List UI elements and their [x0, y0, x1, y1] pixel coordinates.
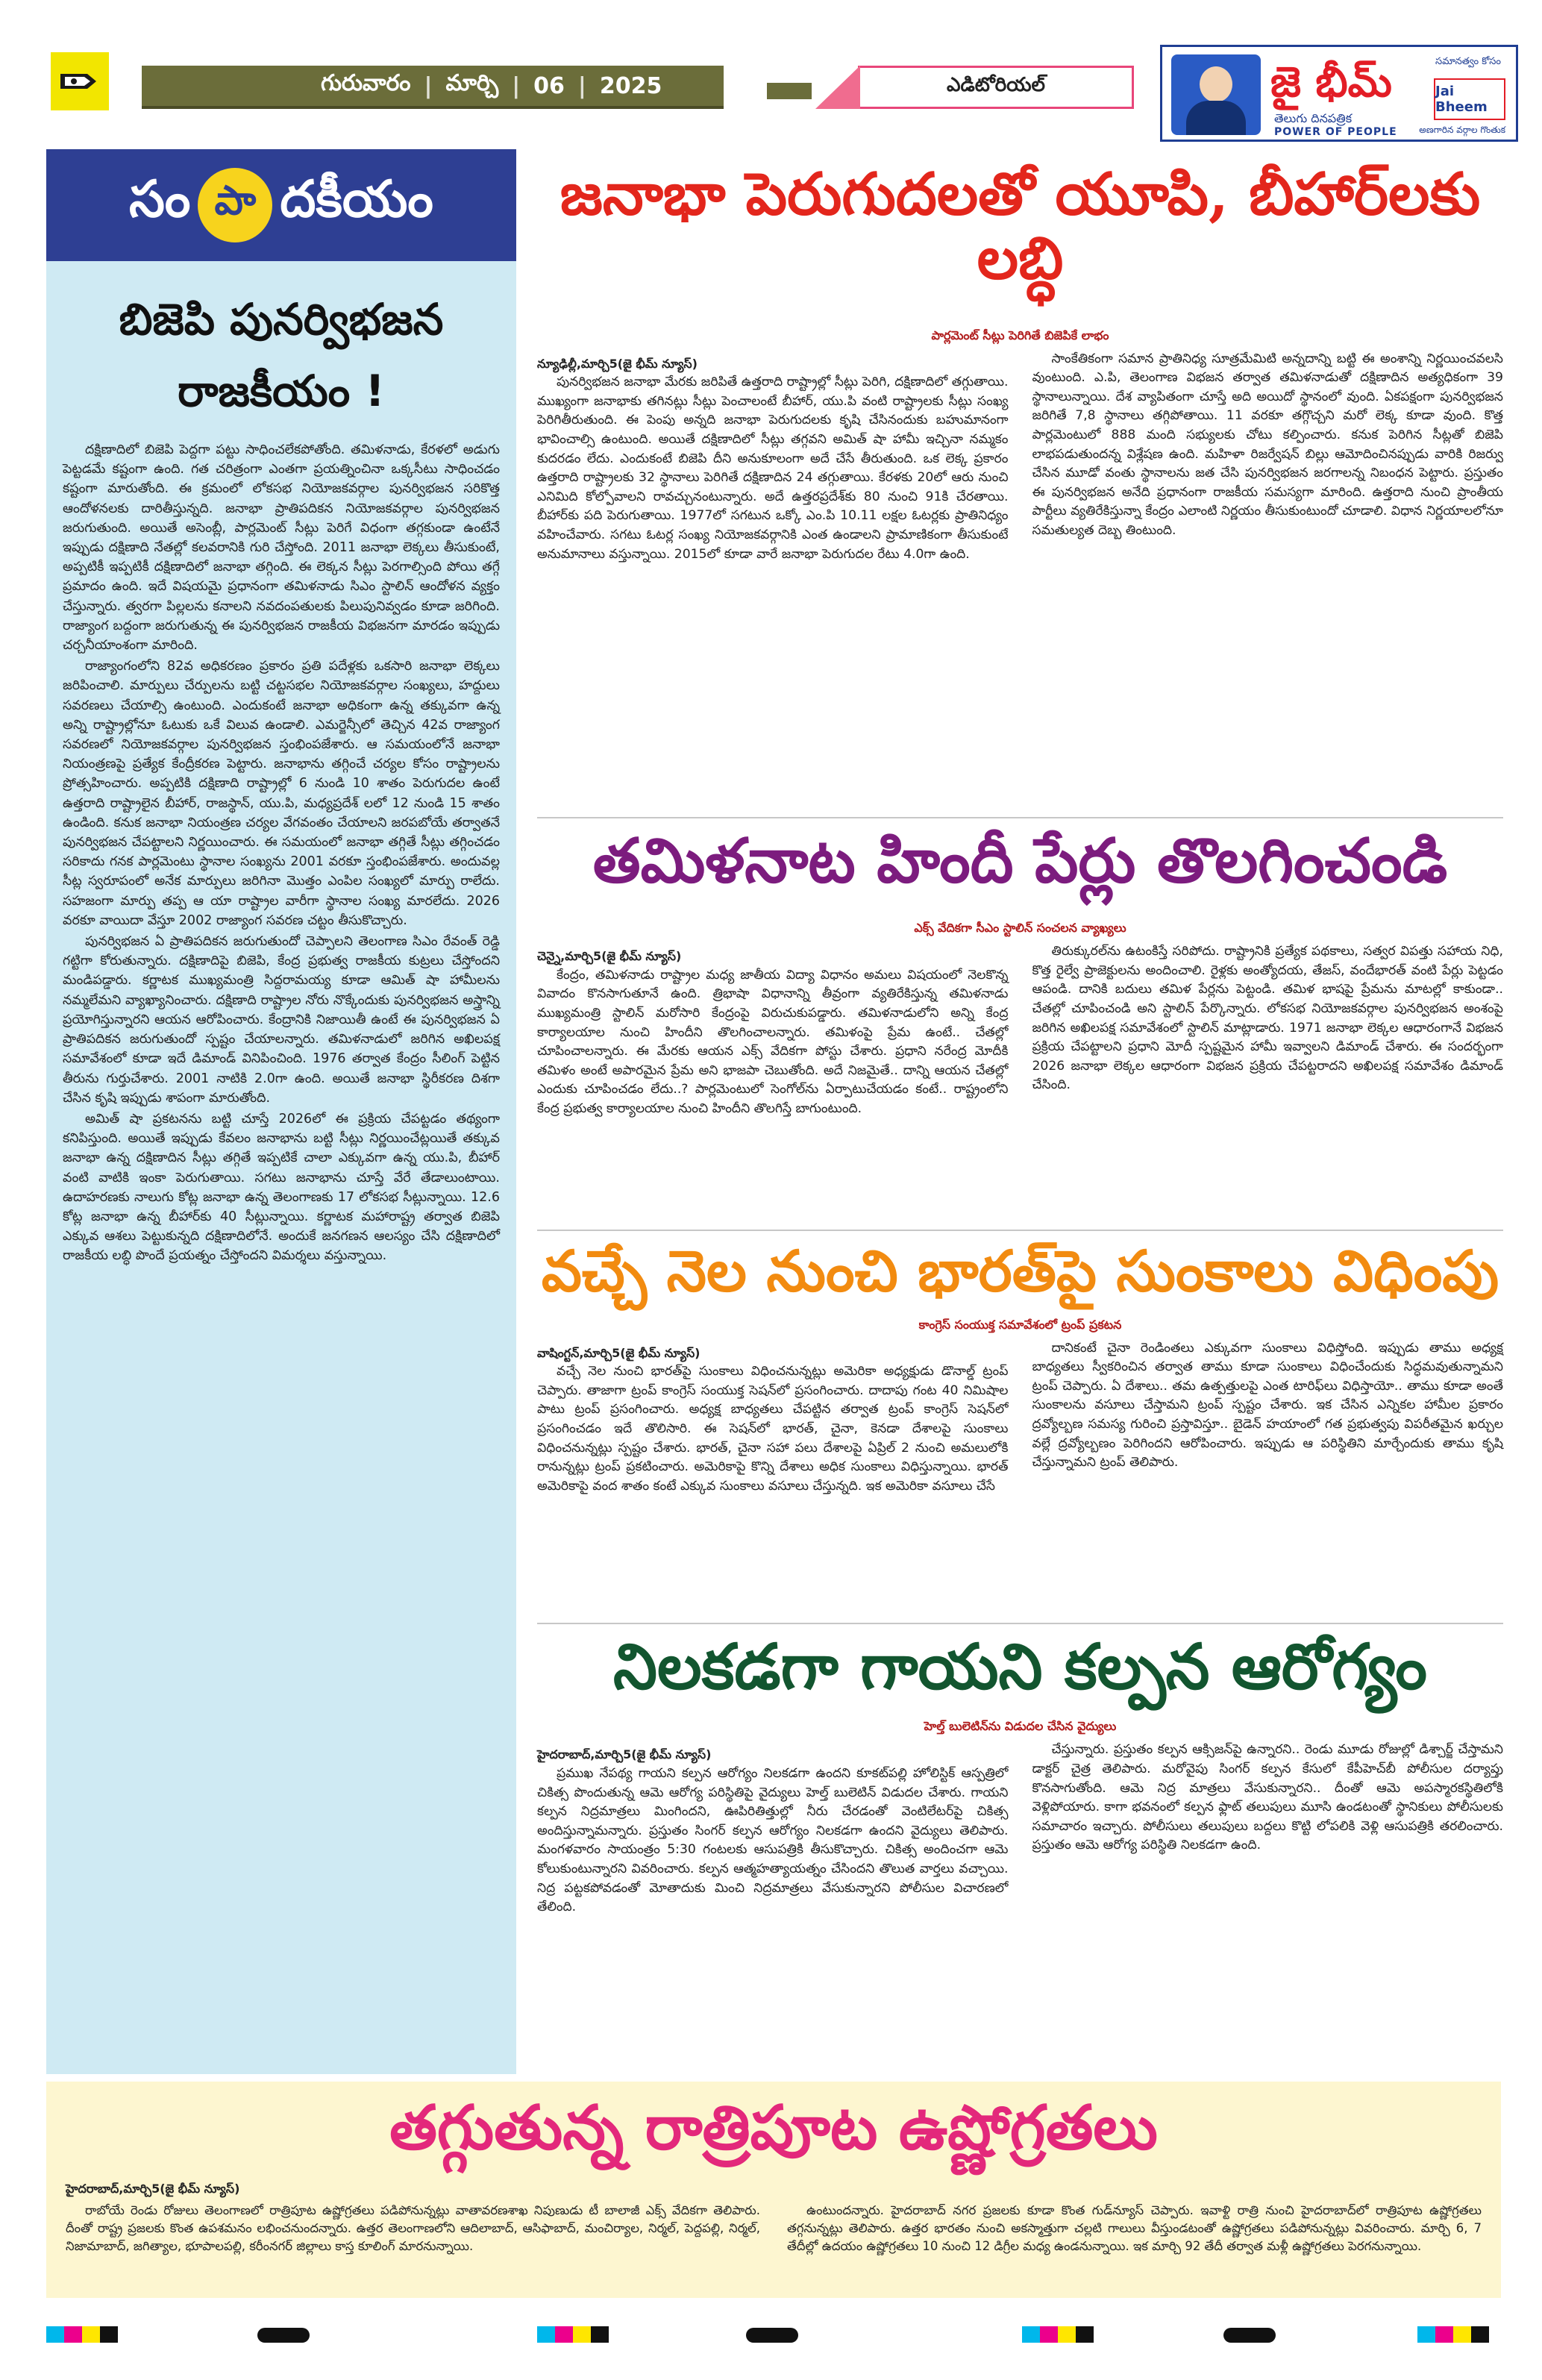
masthead — [1160, 45, 1518, 142]
masthead-subtitle: తెలుగు దినపత్రిక — [1274, 111, 1353, 125]
article-text: పునర్విభజన జనాభా మేరకు జరిపితే ఉత్తరాది రాష్ట్రాల్లో సీట్లు పెరిగి, దక్షిణాదిలో తగ్గుతాయి. ముఖ్యంగా జనాభాకు తగినట్లు సీట్లు పెంచాలంటే బీహార్, యు.పి వంటి రాష్ట్రాలకు సీట్లు సంఖ్య పెరిగితీరుతుంది. ఈ పెంపు అన్నది జనాభా పెరుగుదలకు కృషి చేసినందుకు బహుమానంగా భావించాల్సి ఉంటుంది. అయితే దక్షిణాదిలో సీట్లు తగ్గవని అమిత్ షా హామీ ఇచ్చినా నమ్మకం కుదరడం లేదు. ఎందుకంటే బిజెపి దీని అనుకూలంగా అదే చేసే తీరుతుంది. ఒక లెక్క ప్రకారం ఉత్తరాది రాష్ట్రాలకు 32 స్థానాలు పెరిగితే దక్షిణాదిన 24 తగ్గుతాయి. కేరళకు 20లో ఆరు నుంచి ఎనిమిది కోల్పోవాలని రావచ్చునంటున్నారు. అదే ఉత్తరప్రదేశ్‌కు 80 నుంచి 91కి చేరతాయి. బీహార్‌కు పది పెరుగుతాయి. 1977లో సగటున ఒక్కో ఎం.పి 10.11 లక్షల ఓటర్లకు ప్రాతినిధ్యం వహించేవారు. సగటు ఓటర్ల సంఖ్య నియోజకవర్గానికి ఎంత ఉండాలని ప్రామాణికంగా తీసుకుంటే అనుమానాలు వస్తున్నాయి. 2015లో కూడా వారే జనాభా పెరుగుదల రేటు 4.0గా ఉంది. — [537, 375, 1009, 562]
section-label: ఎడిటోరియల్ — [858, 66, 1134, 109]
masthead-brand-logo: Jai Bheem — [1434, 78, 1505, 120]
editorial-headline-line1: బిజెపి పునర్విభజన — [119, 294, 444, 345]
article-byline: హైదరాబాద్,మార్చి5(జై భీమ్ న్యూస్) — [66, 2182, 240, 2196]
editorial-body — [46, 434, 516, 1266]
editorial-paragraph: పునర్విభజన ఏ ప్రాతిపదికన జరుగుతుందో చెప్పాలని తెలంగాణ సిఎం రేవంత్ రెడ్డి గట్టిగా కోరుతున్నారు. దక్షిణాదిపై బిజెపి, కేంద్ర ప్రభుత్వ రాజకీయ కుట్రలు చేస్తోందని మండిపడ్డారు. కర్ణాటక ముఖ్యమంత్రి సిద్దరామయ్య కూడా ఆమిత్ షా హామీలను నమ్మలేమని వ్యాఖ్యానించారు. దక్షిణాది రాష్ట్రాల నోరు నొక్కేందుకు పునర్విభజన అస్త్రాన్ని ప్రయోగిస్తున్నారని ఆయన ఆరోపించారు. కేంద్రానికి నిజాయితీ ఉంటే ఈ పునర్విభజన ఏ ప్రాతిపదికన జరుగుతుందో స్పష్టం చేయాలన్నారు. తమిళనాడులో జరిగిన అఖిలపక్ష సమావేశంలో కూడా ఇదే డిమాండ్ వినిపించింది. 1976 తర్వాత కేంద్రం సీలింగ్ పెట్టిన తీరును గుర్తుచేశారు. 2001 నాటికి 2.0గా ఉంది. అయితే జనాభా స్థిరీకరణ దిశగా చేసిన కృషి ఇప్పుడు శాపంగా మారుతోంది. — [63, 934, 500, 1106]
article-text: చేస్తున్నారు. ప్రస్తుతం కల్పన ఆక్సిజన్‌పై ఉన్నారని.. రెండు మూడు రోజుల్లో డిశ్చార్జ్ చేస్తామని డాక్టర్ చైత్ర తెలిపారు. మరోవైపు సింగర్ కల్పన కేసులో కేపీహెచ్‌బీ పోలీసుల దర్యాప్తు కొనసాగుతోంది. ఆమె నిద్ర మాత్రలు వేసుకున్నారని.. దీంతో ఆమె అపస్మారకస్థితిలోకి వెళ్లిపోయారు. కాగా భవనంలో కల్పన ఫ్లాట్ తలుపులు మూసి ఉండటంతో స్థానికులు పోలీసులకు సమాచారం ఇచ్చారు. పోలీసులు తలుపులు బద్దలు కొట్టి లోపలికి వెళ్లి ఆసుపత్రికి తరలించారు. ప్రస్తుతం ఆమె ఆరోగ్య పరిస్థితి నిలకడగా ఉంది. — [1032, 1742, 1503, 1853]
masthead-top-line: సమానత్వం కోసం — [1435, 56, 1501, 67]
editorial-headline — [46, 261, 516, 434]
article-headline: నిలకడగా గాయని కల్పన ఆరోగ్యం — [612, 1630, 1428, 1703]
editorial-paragraph: అమిత్ షా ప్రకటనను బట్టి చూస్తే 2026లో ఈ ప్రక్రియ చేపట్టడం తథ్యంగా కనిపిస్తుంది. అయితే ఇప్పుడు కేవలం జనాభాను బట్టి సీట్లు నిర్ణయించేట్లయితే తక్కువ జనాభా ఉన్న దక్షిణాదిన సీట్లు తగ్గితే ఇప్పటికే చాలా ఎక్కువగా ఉన్న యు.పి, బీహార్ వంటి వాటికి ఇంకా పెరుగుతాయి. సగటు జనాభాను చూస్తే వేరే తేడాలుంటాయి. ఉదాహరణకు నాలుగు కోట్ల జనాభా ఉన్న తెలంగాణకు 17 లోకసభ సీట్లున్నాయి. 12.6 కోట్ల జనాభా ఉన్న బీహార్‌కు 40 సీట్లున్నాయి. కర్ణాటక మహారాష్ట్ర తర్వాత బిజెపి ఎక్కువ ఆశలు పెట్టుకున్నది దక్షిణాదిలోనే. అందుకే జనగణన ఆలస్యం చేసి దక్షిణాదిలో రాజకీయ లబ్ధి పొందే ప్రయత్నం చేస్తోందని విమర్శలు వస్తున్నాయి. — [63, 1111, 500, 1264]
color-bar — [537, 2326, 609, 2343]
article-subhead: హెల్త్ బులెటిన్‌ను విడుదల చేసిన వైద్యులు — [924, 1719, 1117, 1734]
print-register-marks — [0, 2326, 1542, 2356]
issue-day: గురువారం — [321, 70, 411, 96]
article-headline: వచ్చే నెల నుంచి భారత్‌పై సుంకాలు విధింపు — [541, 1238, 1499, 1304]
masthead-tagline: POWER OF PEOPLE — [1274, 126, 1397, 138]
article-byline: చెన్నై,మార్చి5(జై భీమ్ న్యూస్) — [537, 949, 682, 964]
article-text: రాబోయే రెండు రోజులు తెలంగాణలో రాత్రిపూట ఉష్ణోగ్రతలు పడిపోనున్నట్లు వాతావరణశాఖ నిపుణుడు టీ బాలాజీ ఎక్స్ వేదికగా తెలిపారు. దీంతో రాష్ట్ర ప్రజలకు కొంత ఉపశమనం లభించనుందన్నారు. ఉత్తర తెలంగాణలోని ఆదిలాబాద్, ఆసిఫాబాద్, మంచిర్యాల, నిర్మల్, పెద్దపల్లి, నిర్మల్, నిజామాబాద్, జగిత్యాల, భూపాలపల్లి, కరీంనగర్ జిల్లాలు కాస్త కూలింగ్ మారనున్నాయి. — [66, 2203, 760, 2254]
article-text: కేంద్రం, తమిళనాడు రాష్ట్రాల మధ్య జాతీయ విద్యా విధానం అమలు విషయంలో నెలకొన్న వివాదం కొనసాగుతూనే ఉంది. త్రిభాషా విధానాన్ని తీవ్రంగా వ్యతిరేకిస్తున్న తమిళనాడు ముఖ్యమంత్రి స్టాలిన్ మరోసారి కేంద్రంపై విరుచుకుపడ్డారు. తమిళనాడులోని అన్ని కేంద్ర కార్యాలయాల నుంచి హిందీని తొలగించాలన్నారు. తమిళంపై ప్రేమ ఉంటే.. చేతల్లో చూపించాలన్నారు. ఈ మేరకు ఆయన ఎక్స్ వేదికగా పోస్టు చేశారు. ప్రధాని నరేంద్ర మోదీకి తమిళం అంటే అపారమైన ప్రేమ అని భాజపా చెబుతోంది. అదే నిజమైతే.. దాన్ని ఆయన చేతల్లో ఎందుకు చూపించడం లేదు..? పార్లమెంటులో సెంగోల్‌ను ఏర్పాటుచేయడం కంటే.. రాష్ట్రంలోని కేంద్ర ప్రభుత్వ కార్యాలయాల నుంచి హిందీని తొలగిస్తే బాగుంటుంది. — [537, 967, 1009, 1116]
issue-date: 06 — [533, 72, 565, 99]
article-population — [537, 160, 1503, 564]
article-text: వచ్చే నెల నుంచి భారత్‌పై సుంకాలు విధించనున్నట్లు అమెరికా అధ్యక్షుడు డొనాల్డ్ ట్రంప్ చెప్పారు. తాజాగా ట్రంప్ కాంగ్రెస్ సంయుక్త సెషన్‌లో ప్రసంగించారు. దాదాపు గంట 40 నిమిషాల పాటు ట్రంప్ ప్రసంగించారు. అధ్యక్ష బాధ్యతలు చేపట్టిన తర్వాత ట్రంప్ కాంగ్రెస్ సెషన్‌లో ప్రసంగించడం ఇదే తొలిసారి. ఈ సెషన్‌లో భారత్, చైనా, కెనడా దేశాలపై సుంకాలు విధించనున్నట్లు స్పష్టం చేశారు. భారత్, చైనా సహా పలు దేశాలపై ఏప్రిల్ 2 నుంచి అమలులోకి రానున్నట్లు ట్రంప్ ప్రకటించారు. అమెరికాపై కొన్ని దేశాలు అధిక సుంకాలు విధిస్తున్నాయి. భారత్ అమెరికాపై వంద శాతం కంటే ఎక్కువ సుంకాలు వసూలు చేస్తున్నది. ఇక అమెరికా వసూలు చేసే — [537, 1364, 1009, 1494]
article-headline: జనాభా పెరుగుదలతో యూపి, బీహార్‌లకు లబ్ధి — [560, 160, 1481, 292]
divider — [537, 817, 1503, 818]
banner-circle: పా — [198, 168, 272, 242]
page-header — [45, 39, 1505, 143]
register-pill — [746, 2328, 798, 2343]
article-subhead: కాంగ్రెస్ సంయుక్త సమావేశంలో ట్రంప్ ప్రకటన — [918, 1317, 1122, 1332]
masthead-name: జై భీమ్ — [1270, 57, 1392, 107]
banner-text-post: దకీయం — [280, 169, 433, 229]
pen-icon — [57, 66, 102, 96]
article-byline: న్యూఢిల్లీ,మార్చి5(జై భీమ్ న్యూస్) — [537, 356, 698, 371]
color-bar — [46, 2326, 118, 2343]
article-text: తిరుక్కురల్‌ను ఉటంకిస్తే సరిపోదు. రాష్ట్రానికి ప్రత్యేక పథకాలు, సత్వర విపత్తు సహాయ నిధి, కొత్త రైల్వే ప్రాజెక్టులను అందించాలి. రైళ్లకు అంత్యోదయ, తేజస్, వందేభారత్ వంటి పేర్లు పెట్టడం ఆపండి. దానికి బదులు తమిళ పేర్లను పెట్టండి. తమిళ భాషపై ప్రేమను మాటల్లో కాకుండా.. చేతల్లో చూపించండి అని స్టాలిన్ పేర్కొన్నారు. లోకసభ నియోజకవర్గాల పునర్విభజన అంశంపై జరిగిన అఖిలపక్ష సమావేశంలో స్టాలిన్ మాట్లాడారు. 1971 జనాభా లెక్కల ఆధారంగానే విభజన ప్రక్రియ చేపట్టాలని ప్రధాని మోదీ స్పష్టమైన హామీ ఇవ్వాలని డిమాండ్ చేశారు. ఈ సందర్భంగా 2026 జనాభా లెక్కల ఆధారంగా విభజన ప్రక్రియ చేపట్టరాదని అఖిలపక్ష సమావేశం డిమాండ్ చేసింది. — [1032, 944, 1503, 1093]
article-tariffs — [537, 1240, 1503, 1496]
divider — [537, 1623, 1503, 1624]
article-text: దానికంటే చైనా రెండింతలు ఎక్కువగా సుంకాలు విధిస్తోంది. ఇప్పుడు తాము అధ్యక్ష బాధ్యతలు స్వీకరించిన తర్వాత తాము కూడా సుంకాలు విధించేందుకు సిద్ధమవుతున్నామని ట్రంప్ చెప్పారు. ఏ దేశాలు.. తమ ఉత్పత్తులపై ఎంత టారిఫ్‌లు విధిస్తాయో.. తాము కూడా అంతే సుంకాలను వసూలు చేస్తామని ట్రంప్ స్పష్టం చేశారు. ఇక చేసిన ఎన్నికల హామీల ప్రకారం ద్రవ్యోల్బణ సమస్య గురించి ప్రస్తావిస్తూ.. బైడెన్ హయాంలో గత ప్రభుత్వపు విపరీతమైన ఖర్చుల వల్లే ద్రవ్యోల్బణం పెరిగిందని ఆరోపించారు. ఇప్పుడు ఆ పరిస్థితిని మార్చేందుకు తాము కృషి చేస్తున్నామని ట్రంప్ తెలిపారు. — [1032, 1340, 1503, 1471]
article-tamilnadu-hindi — [537, 828, 1503, 1119]
register-pill — [1223, 2328, 1276, 2343]
editorial-paragraph: దక్షిణాదిలో బిజెపి పెద్దగా పట్టు సాధించలేకపోతోంది. తమిళనాడు, కేరళలో అడుగు పెట్టడమే కష్టంగా ఉంది. గత చరిత్రంగా ఎంతగా ప్రయత్నించినా ఒక్కసీటు సాధించడం కష్టంగా మారుతోంది. ఈ క్రమంలో లోకసభ నియోజకవర్గాల పునర్విభజన సరికొత్త ఆందోళనలకు దారితీస్తున్నది. జనాభా ప్రాతిపదికన నియోజకవర్గాల పునర్విభజన జరుగుతుంది. అయితే అసెంబ్లీ, పార్లమెంట్ సీట్లు పెరిగే విధంగా తగ్గకుండా ఉంటేనే ఇప్పుడు దక్షిణాది నేతల్లో కలవరానికి గురి చేస్తోంది. 2011 జనాభా లెక్కలు తీసుకుంటే, అప్పటికీ ఇప్పటికీ దక్షిణాదిలో జనాభా తగ్గింది. ఈ లెక్కన సీట్లు పెరగాల్సింది పోయి తగ్గే ప్రమాదం ఉంది. ఇదే విషయమై ప్రధానంగా తమిళనాడు సిఎం స్టాలిన్ ఆందోళన వ్యక్తం చేస్తున్నారు. త్వరగా పిల్లలను కనాలని నవదంపతులకు పిలుపునివ్వడం కూడా జరిగింది. రాజ్యాంగ బద్దంగా జరుగుతున్న ఈ పునర్విభజన రాజకీయ విభజనగా మారడం ఇప్పుడు చర్చనీయాంశంగా మారింది. — [63, 442, 500, 654]
article-byline: వాషింగ్టన్,మార్చి5(జై భీమ్ న్యూస్) — [537, 1345, 701, 1360]
article-headline: తమిళనాట హిందీ పేర్లు తొలగించండి — [592, 826, 1448, 897]
article-subhead: ఎక్స్ వేదికగా సీఎం స్టాలిన్ సంచలన వ్యాఖ్యలు — [914, 921, 1126, 936]
article-byline: హైదరాబాద్,మార్చి5(జై భీమ్ న్యూస్) — [537, 1747, 712, 1762]
color-bar — [1022, 2326, 1094, 2343]
article-text: సాంకేతికంగా సమాన ప్రాతినిధ్య సూత్రమేమిటి అన్నదాన్ని బట్టి ఈ అంశాన్ని నిర్ణయించవలసి వుంటుంది. ఎ.పి, తెలంగాణ విభజన తర్వాత తమిళనాడుతో దక్షిణాదిన అత్యధికంగా 39 స్థానాలున్నాయి. దేశ వ్యాపితంగా చూస్తే అది అయిదో స్థానంలో వుంది. ఏకపక్షంగా పునర్విభజన జరిగితే 7,8 స్థానాలు తగ్గిపోతాయి. 11 వరకూ తగ్గొచ్చని మరో లెక్క కూడా వుంది. కొత్త పార్లమెంటులో 888 మంది సభ్యులకు చోటు కల్పించారు. కనుక పెరిగిన సీట్లతో బిజెపి లాభపడుతుందన్న విశ్లేషణ ఉంది. మహిళా రిజర్వేషన్ బిల్లు ఆమోదించినప్పుడు వారికి రిజర్వు చేసిన మూడో వంతు స్థానాలను జత చేసి పునర్విభజన జరగాలన్న నిబంధన పెట్టారు. ప్రస్తుతం ఈ పునర్విభజన అనేది ప్రధానంగా రాజకీయ సమస్యగా మారింది. ఉత్తరాది నుంచి ప్రాంతీయ పార్టీలు వ్యతిరేకిస్తున్నా కేంద్రం ఎలాంటి నిర్ణయం తీసుకుంటుందో చూడాలి. విధాన నిర్ణయాలలోనూ సమతుల్యత దెబ్బ తింటుంది. — [1032, 351, 1503, 538]
article-singer-health — [537, 1632, 1503, 1917]
article-temperatures — [46, 2082, 1501, 2298]
ambedkar-portrait-icon — [1171, 54, 1261, 135]
editorial-headline-line2: రాజకీయం ! — [178, 366, 385, 416]
issue-month: మార్చి — [445, 70, 499, 96]
publisher-logo-icon — [51, 52, 109, 110]
article-headline: తగ్గుతున్న రాత్రిపూట ఉష్ణోగ్రతలు — [389, 2093, 1158, 2164]
editorial-banner — [46, 149, 516, 261]
divider — [537, 1230, 1503, 1231]
editorial-paragraph: రాజ్యాంగంలోని 82వ అధికరణం ప్రకారం ప్రతి పదేళ్లకు ఒకసారి జనాభా లెక్కలు జరిపించాలి. మార్పులు చేర్పులను బట్టి చట్టసభల నియోజకవర్గాల సంఖ్యలు, హద్దులు సవరణలు చేయాల్సి ఉంటుంది. ఎందుకంటే జనాభా అధికంగా ఉన్న తక్కువగా ఉన్న అన్ని రాష్ట్రాల్లోనూ ఓటుకు ఒకే విలువ ఉండాలి. ఎమర్జెన్సీలో తెచ్చిన 42వ రాజ్యాంగ సవరణలో నియోజకవర్గాల పునర్విభజన స్తంభింపజేశారు. ఆ సమయంలోనే జనాభా నియంత్రణపై ప్రత్యేక కేంద్రీకరణ పెట్టారు. జనాభాను తగ్గించే చర్యల కోసం రాష్ట్రాలను ప్రోత్సహించారు. అప్పటికి దక్షిణాది రాష్ట్రాల్లో 6 నుండి 10 శాతం పెరుగుదల ఉంటే ఉత్తరాది రాష్ట్రాలైన బీహార్, రాజస్థాన్, యు.పి, మధ్యప్రదేశ్ లలో 12 నుండి 15 శాతం ఉండింది. కనుక జనాభా నియంత్రణ చర్యల వేగవంతం చేయాలని జరపబోయే తర్వాతనే పునర్విభజన చేపట్టాలని నిర్ణయించారు. ఈ సమయంలో జనాభా తగ్గితే సీట్లు తగ్గించడం సరికాదు గనక పార్లమెంటు స్థానాల సంఖ్యను 2001 వరకూ స్తంభింపజేశారు. అందువల్ల సీట్ల స్వరూపంలో అనేక మార్పులు జరిగినా మొత్తం ఎంపిల సంఖ్యలో మార్పు రాలేదు. సహజంగా మార్పు తప్ప ఆ యా రాష్ట్రాల వారీగా స్థానాల సంఖ్య మారలేదు. 2026 వరకూ వాయిదా వేస్తూ 2002 రాజ్యాంగ సవరణ చట్టం తీసుకొచ్చారు. — [63, 659, 500, 928]
masthead-bottom-line: అణగారిన వర్గాల గొంతుక — [1419, 125, 1505, 135]
article-subhead: పార్లమెంట్ సీట్లు పెరిగితే బిజెపికే లాభం — [931, 328, 1109, 342]
register-pill — [257, 2328, 310, 2343]
issue-year: 2025 — [599, 72, 662, 99]
date-bar: గురువారం | మార్చి | 06 | 2025 — [142, 66, 724, 109]
article-text: ఉంటుందన్నారు. హైదరాబాద్ నగర ప్రజలకు కూడా కొంత గుడ్‌న్యూస్ చెప్పారు. ఇవాళ్టి రాత్రి నుంచి హైదరాబాద్‌లో రాత్రిపూట ఉష్ణోగ్రతలు తగ్గనున్నట్లు తెలిపారు. ఉత్తర భారతం నుంచి అకస్మాత్తుగా చల్లటి గాలులు వీస్తుండటంతో ఉష్ణోగ్రతలు పడిపోనున్నట్లు వివరించారు. మార్చి 6, 7 తేదీల్లో ఉదయం ఉష్ణోగ్రతలు 10 నుంచి 12 డిగ్రీల మధ్య ఉండనున్నాయి. ఇక మార్చి 92 తేదీ తర్వాత మళ్లీ ఉష్ణోగ్రతలు పెరగనున్నాయి. — [787, 2203, 1482, 2254]
color-bar — [1417, 2326, 1489, 2343]
article-text: ప్రముఖ నేపథ్య గాయని కల్పన ఆరోగ్యం నిలకడగా ఉందని కూకట్‌పల్లి హోలిస్టిక్ ఆస్పత్రిలో చికిత్స పొందుతున్న ఆమె ఆరోగ్య పరిస్థితిపై వైద్యులు హెల్త్ బులెటిన్ విడుదల చేశారు. గాయని కల్పన నిద్రమాత్రలు మింగిందని, ఊపిరితిత్తుల్లో నీరు చేరడంతో వెంటిలేటర్‌పై చికిత్స అందిస్తున్నామన్నారు. ప్రస్తుతం సింగర్ కల్పన ఆరోగ్యం నిలకడగా ఉందని వైద్యులు తెలిపారు. మంగళవారం సాయంత్రం 5:30 గంటలకు ఆసుపత్రికి తీసుకొచ్చారు. చికిత్స అందించగా ఆమె కోలుకుంటున్నారని వివరించారు. కల్పన ఆత్మహత్యాయత్నం చేసిందని తొలుత వార్తలు వచ్చాయి. నిద్ర పట్టకపోవడంతో మోతాదుకు మించి నిద్రమాత్రలు వేసుకున్నారని పోలీసుల విచారణలో తేలింది. — [537, 1765, 1009, 1915]
editorial-column — [46, 149, 516, 2074]
banner-text-pre: సం — [129, 169, 191, 229]
